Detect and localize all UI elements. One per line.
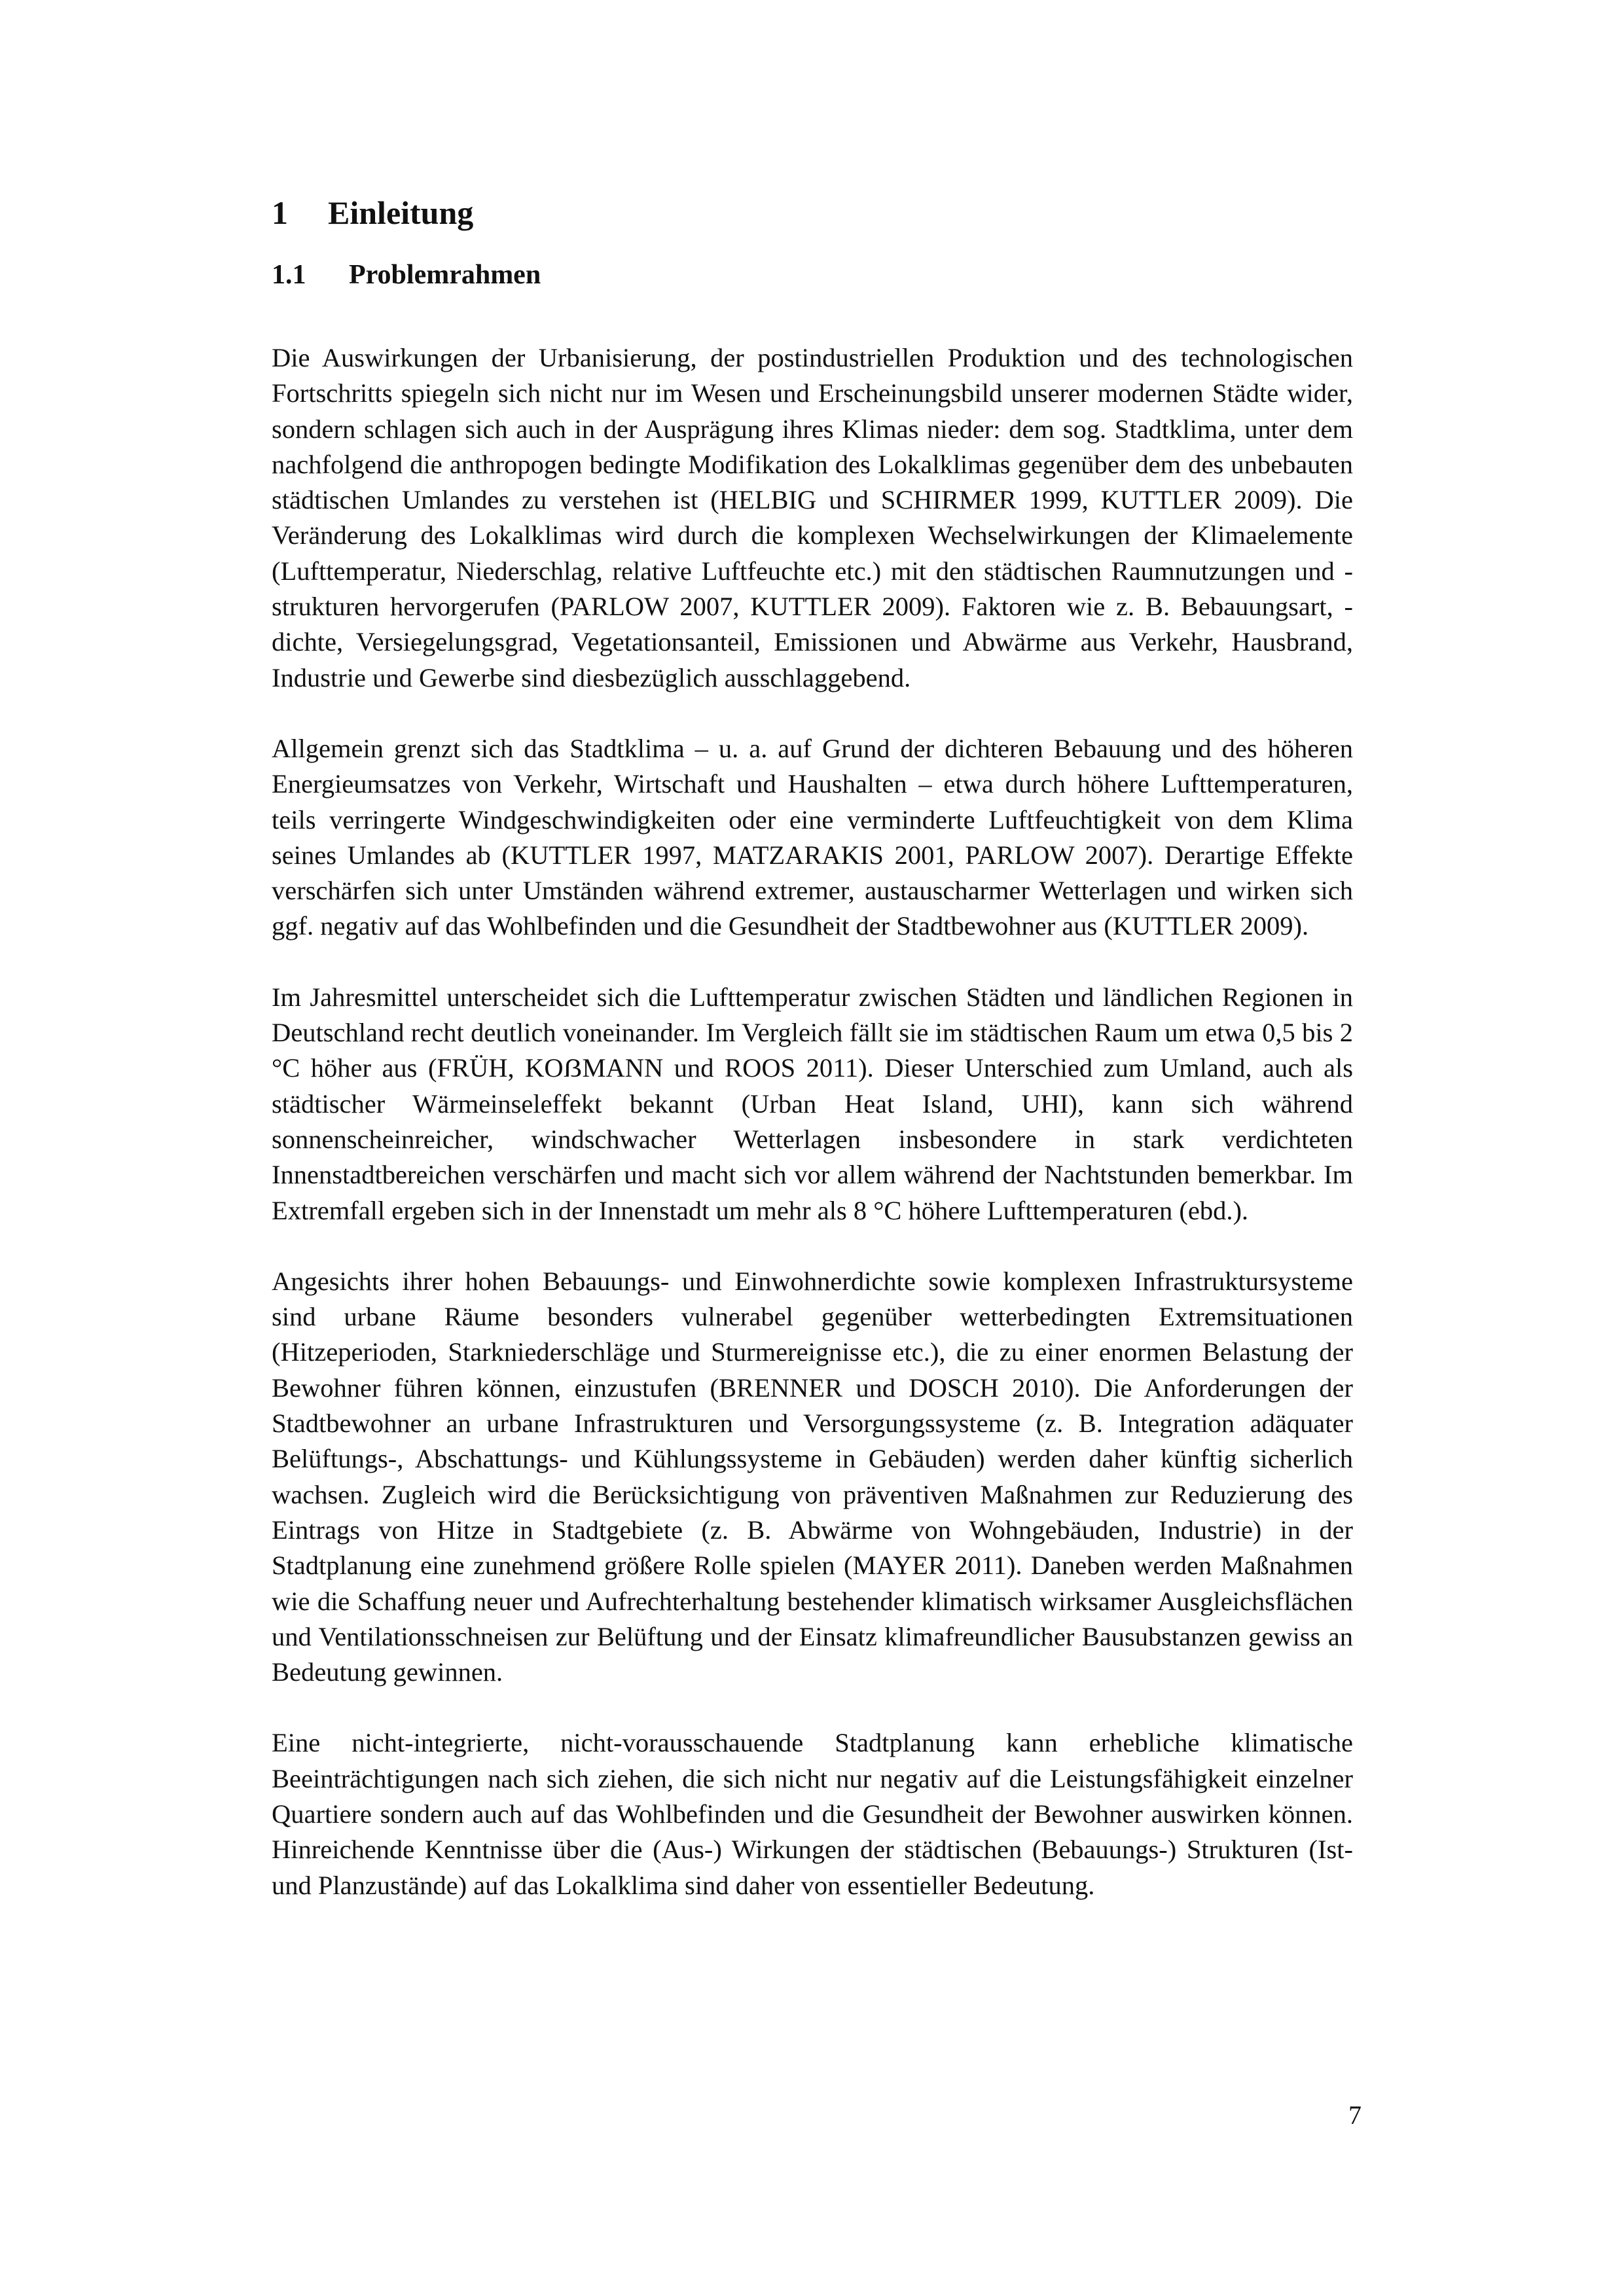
section-number: 1.1 bbox=[272, 260, 306, 290]
paragraph-2: Allgemein grenzt sich das Stadtklima – u. a. auf Grund der dichteren Bebauung und des höheren Energieumsatzes von Verkehr, Wirtschaft und Haushalten – etwa durch höhere Lufttemperaturen, teils verringerte Windgeschwindigkeiten oder eine verminderte Luftfeuchtigkeit von dem Klima seines Umlandes ab (KUTTLER 1997, MATZARAKIS 2001, PARLOW 2007). Derartige Effekte verschärfen sich unter Umständen während extremer, austauscharmer Wetterlagen und wirken sich ggf. negativ auf das Wohlbefinden und die Gesundheit der Stadtbewohner aus (KUTTLER 2009). bbox=[272, 733, 1353, 941]
section-heading bbox=[272, 255, 1353, 295]
page-number: 7 bbox=[1348, 2100, 1362, 2130]
paragraph-5: Eine nicht-integrierte, nicht-vorausschauende Stadtplanung kann erhebliche klimatische Beeinträchtigungen nach sich ziehen, die sich nicht nur negativ auf die Leistungsfähigkeit einzelner Quartiere sondern auch auf das Wohlbefinden und die Gesundheit der Bewohner auswirken können. Hinreichende Kenntnisse über die (Aus-) Wirkungen der städtischen (Bebauungs-) Strukturen (Ist- und Planzustände) auf das Lokalklima sind daher von essentieller Bedeutung. bbox=[272, 1728, 1353, 1900]
paragraph-3: Im Jahresmittel unterscheidet sich die Lufttemperatur zwischen Städten und ländlichen Regionen in Deutschland recht deutlich voneinander. Im Vergleich fällt sie im städtischen Raum um etwa 0,5 bis 2 °C höher aus (FRÜH, KOẞMANN und ROOS 2011). Dieser Unterschied zum Umland, auch als städtischer Wärmeinseleffekt bekannt (Urban Heat Island, UHI), kann sich während sonnenscheinreicher, windschwacher Wetterlagen insbesondere in stark verdichteten Innenstadtbereichen verschärfen und macht sich vor allem während der Nachtstunden bemerkbar. Im Extremfall ergeben sich in der Innenstadt um mehr als 8 °C höhere Lufttemperaturen (ebd.). bbox=[272, 982, 1353, 1225]
section-title: Problemrahmen bbox=[349, 260, 541, 290]
chapter-title: Einleitung bbox=[328, 194, 474, 231]
chapter-number: 1 bbox=[272, 194, 288, 231]
chapter-heading bbox=[272, 190, 1353, 236]
page-content bbox=[272, 190, 1353, 1939]
paragraph-4: Angesichts ihrer hohen Bebauungs- und Einwohnerdichte sowie komplexen Infrastruktursysteme sind urbane Räume besonders vulnerabel gegenüber wetterbedingten Extremsituationen (Hitzeperioden, Starkniederschläge und Sturmereignisse etc.), die zu einer enormen Belastung der Bewohner führen können, einzustufen (BRENNER und DOSCH 2010). Die Anforderungen der Stadtbewohner an urbane Infrastrukturen und Versorgungssysteme (z. B. Integration adäquater Belüftungs-, Abschattungs- und Kühlungssysteme in Gebäuden) werden daher künftig sicherlich wachsen. Zugleich wird die Berücksichtigung von präventiven Maßnahmen zur Reduzierung des Eintrags von Hitze in Stadtgebiete (z. B. Abwärme von Wohngebäuden, Industrie) in der Stadtplanung eine zunehmend größere Rolle spielen (MAYER 2011). Daneben werden Maßnahmen wie die Schaffung neuer und Aufrechterhaltung bestehender klimatisch wirksamer Ausgleichsflächen und Ventilationsschneisen zur Belüftung und der Einsatz klimafreundlicher Bausubstanzen gewiss an Bedeutung gewinnen. bbox=[272, 1266, 1353, 1687]
paragraph-1: Die Auswirkungen der Urbanisierung, der postindustriellen Produktion und des technologischen Fortschritts spiegeln sich nicht nur im Wesen und Erscheinungsbild unserer modernen Städte wider, sondern schlagen sich auch in der Ausprägung ihres Klimas nieder: dem sog. Stadtklima, unter dem nachfolgend die anthropogen bedingte Modifikation des Lokalklimas gegenüber dem des unbebauten städtischen Umlandes zu verstehen ist (HELBIG und SCHIRMER 1999, KUTTLER 2009). Die Veränderung des Lokalklimas wird durch die komplexen Wechselwirkungen der Klimaelemente (Lufttemperatur, Niederschlag, relative Luftfeuchte etc.) mit den städtischen Raumnutzungen und -strukturen hervorgerufen (PARLOW 2007, KUTTLER 2009). Faktoren wie z. B. Bebauungsart, -dichte, Versiegelungsgrad, Vegetationsanteil, Emissionen und Abwärme aus Verkehr, Hausbrand, Industrie und Gewerbe sind diesbezüglich ausschlaggebend. bbox=[272, 343, 1353, 692]
